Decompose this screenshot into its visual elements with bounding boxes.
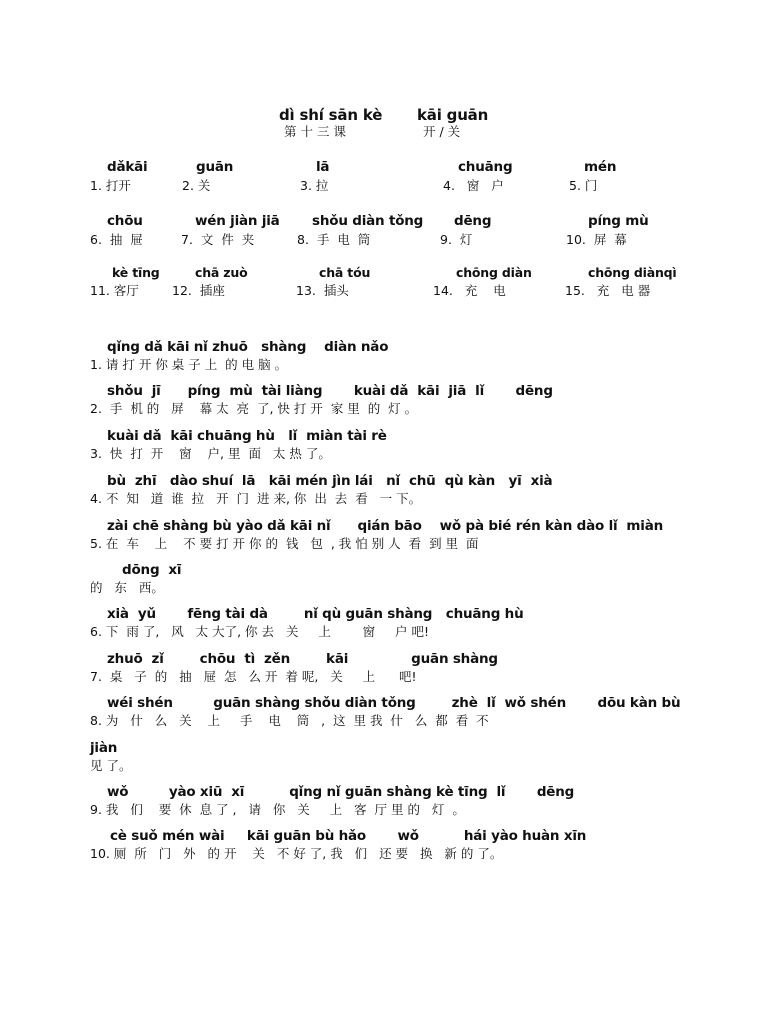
vocab-label: 6. 抽 屉 <box>90 232 143 247</box>
sentence-pinyin: wéi shén guān shàng shǒu diàn tǒng zhè lǐ wǒ shén dōu kàn bù <box>107 695 681 711</box>
vocab-label: 13. 插头 <box>296 283 349 298</box>
vocab-pinyin: dǎkāi <box>107 159 148 175</box>
vocab-label: 3. 拉 <box>300 178 329 193</box>
vocab-pinyin: chōng diànqì <box>588 265 677 280</box>
title-hanzi-topic: 开 / 关 <box>423 124 461 139</box>
sentence-hanzi: 1. 请 打 开 你 桌 子 上 的 电 脑 。 <box>90 357 288 372</box>
sentence-pinyin: wǒ yào xiū xī qǐng nǐ guān shàng kè tīng lǐ dēng <box>107 784 575 800</box>
vocab-pinyin: mén <box>584 159 617 175</box>
sentence-pinyin: bù zhī dào shuí lā kāi mén jìn lái nǐ chū qù kàn yī xià <box>107 473 553 489</box>
vocab-label: 12. 插座 <box>172 283 225 298</box>
vocab-pinyin: chuāng <box>458 159 513 175</box>
vocab-pinyin: guān <box>196 159 234 175</box>
sentence-hanzi: 3. 快 打 开 窗 户, 里 面 太 热 了。 <box>90 446 331 461</box>
sentence-hanzi: 2. 手 机 的 屏 幕 太 亮 了, 快 打 开 家 里 的 灯 。 <box>90 401 418 416</box>
vocab-pinyin: píng mù <box>588 213 649 229</box>
vocab-pinyin: chā zuò <box>195 265 248 280</box>
vocab-pinyin: kè tīng <box>112 265 160 280</box>
vocab-label: 1. 打开 <box>90 178 131 193</box>
sentence-pinyin: zhuō zǐ chōu tì zěn kāi guān shàng <box>107 651 498 667</box>
vocab-label: 2. 关 <box>182 178 211 193</box>
vocab-label: 4. 窗 户 <box>443 178 504 193</box>
vocab-pinyin: shǒu diàn tǒng <box>312 213 424 229</box>
vocab-pinyin: dēng <box>454 213 492 229</box>
sentence-hanzi: 7. 桌 子 的 抽 屉 怎 么 开 着 呢, 关 上 吧! <box>90 669 417 684</box>
vocab-pinyin: chā tóu <box>319 265 371 280</box>
sentence-pinyin-continued: jiàn <box>90 740 118 756</box>
vocab-label: 9. 灯 <box>440 232 473 247</box>
vocab-label: 14. 充 电 <box>433 283 506 298</box>
vocab-label: 8. 手 电 筒 <box>297 232 371 247</box>
sentence-pinyin-continued: dōng xī <box>122 562 182 578</box>
title-pinyin-topic: kāi guān <box>417 106 489 124</box>
sentence-hanzi: 8. 为 什 么 关 上 手 电 筒 , 这 里 我 什 么 都 看 不 <box>90 713 489 728</box>
vocab-pinyin: chōu <box>107 213 143 229</box>
vocab-label: 7. 文 件 夹 <box>181 232 255 247</box>
title-hanzi-lesson: 第 十 三 课 <box>284 124 346 139</box>
vocab-label: 10. 屏 幕 <box>566 232 627 247</box>
vocab-pinyin: lā <box>316 159 330 175</box>
vocab-label: 5. 门 <box>569 178 598 193</box>
vocab-pinyin: wén jiàn jiā <box>195 213 280 229</box>
vocab-pinyin: chōng diàn <box>456 265 532 280</box>
sentence-pinyin: cè suǒ mén wài kāi guān bù hǎo wǒ hái yào huàn xīn <box>110 828 587 844</box>
sentence-pinyin: zài chē shàng bù yào dǎ kāi nǐ qián bāo wǒ pà bié rén kàn dào lǐ miàn <box>107 518 664 534</box>
sentence-hanzi: 6. 下 雨 了, 风 太 大了, 你 去 关 上 窗 户 吧! <box>90 624 429 639</box>
title-pinyin-lesson: dì shí sān kè <box>279 106 383 124</box>
vocab-label: 11. 客厅 <box>90 283 139 298</box>
sentence-pinyin: kuài dǎ kāi chuāng hù lǐ miàn tài rè <box>107 428 387 444</box>
sentence-hanzi: 4. 不 知 道 谁 拉 开 门 进 来, 你 出 去 看 一 下。 <box>90 491 422 506</box>
sentence-hanzi: 10. 厕 所 门 外 的 开 关 不 好 了, 我 们 还 要 换 新 的 了。 <box>90 846 503 861</box>
sentence-hanzi: 9. 我 们 要 休 息 了 , 请 你 关 上 客 厅 里 的 灯 。 <box>90 802 465 817</box>
vocab-label: 15. 充 电 器 <box>565 283 651 298</box>
sentence-hanzi-continued: 见 了。 <box>90 758 132 773</box>
sentence-hanzi: 5. 在 车 上 不 要 打 开 你 的 钱 包 , 我 怕 别 人 看 到 里 面 <box>90 536 479 551</box>
sentence-pinyin: shǒu jī píng mù tài liàng kuài dǎ kāi jiā lǐ dēng <box>107 383 553 399</box>
sentence-pinyin: qǐng dǎ kāi nǐ zhuō shàng diàn nǎo <box>107 339 389 355</box>
sentence-hanzi-continued: 的 东 西。 <box>90 580 164 595</box>
sentence-pinyin: xià yǔ fēng tài dà nǐ qù guān shàng chuāng hù <box>107 606 524 622</box>
